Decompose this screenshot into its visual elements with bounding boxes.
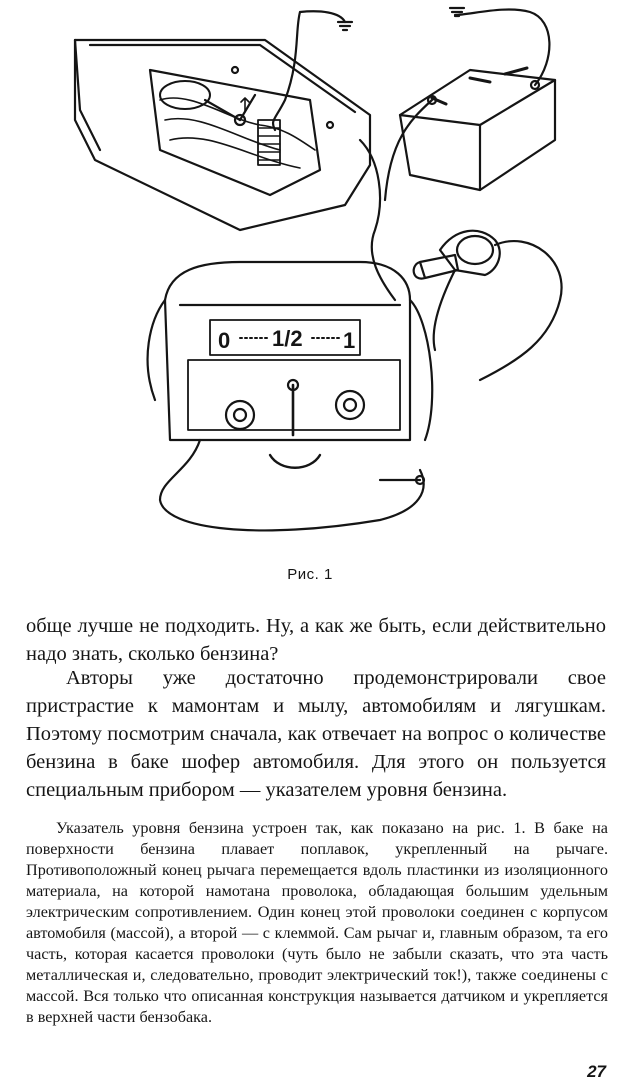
gauge-scale-right: 1: [343, 328, 356, 353]
fuel-tank-drawing: [75, 11, 395, 300]
gauge-scale-mid: 1/2: [272, 326, 303, 351]
paragraph-3: Указатель уровня бензина устроен так, как показано на рис. 1. В баке на поверхности бензина плавает поплавок, укрепленный на рычаге. Противоположный конец рычага перемещается вдоль пластинки из изоляционного материала, на которой намотана проволока, обладающая большим удельным электрическим сопротивлением. Один конец этой проволоки соединен с корпусом автомобиля (массой), а второй — с клеммой. Сам рычаг и, главным образом, та его часть, которая касается проволоки (чуть было не забыли сказать, что эта часть металлическая и, следовательно, проводит электрический ток!), также соединены с массой. Вся только что описанная конструкция называется датчиком и укрепляется в верхней части бензобака.: [26, 819, 608, 1026]
page-number: 27: [587, 1062, 606, 1081]
battery-drawing: [385, 8, 555, 200]
gauge-scale-left: 0: [218, 328, 231, 353]
figure-caption: Рис. 1: [287, 566, 333, 583]
ignition-key-drawing: [414, 231, 562, 380]
paragraph-2: Авторы уже достаточно продемонстрировали свое пристрастие к мамонтам и мылу, автомобилям и лягушкам. Поэтому посмотрим сначала, как отвечает на вопрос о количестве бензина в баке шофер автомобиля. Для этого он пользуется специальным прибором — указателем уровня бензина.: [26, 667, 606, 801]
fuel-gauge-drawing: [148, 262, 433, 530]
paragraph-1: общe лучше не подходить. Ну, а как же быть, если действительно надо знать, сколько бензина?: [26, 615, 606, 665]
